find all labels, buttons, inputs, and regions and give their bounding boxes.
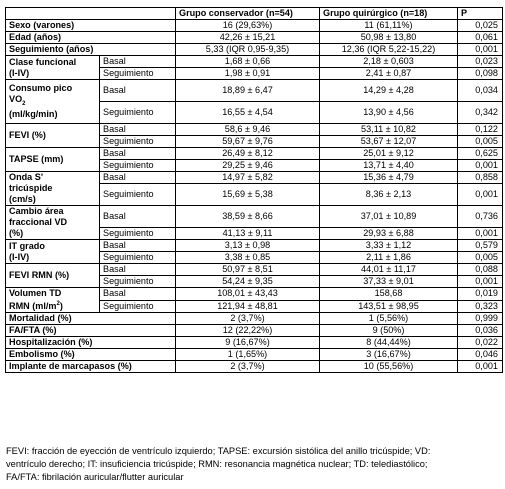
table-row xyxy=(6,44,503,56)
cell-surgical: 9 (50%) xyxy=(320,325,458,337)
phase-label: Seguimiento xyxy=(100,160,176,172)
cell-conservative: 2 (3,7%) xyxy=(176,313,320,325)
cell-conservative: 15,69 ± 5,38 xyxy=(176,184,320,206)
label-line: RMN (ml/m xyxy=(9,301,57,312)
table-row xyxy=(6,206,503,228)
table-row xyxy=(6,148,503,160)
cell-surgical: 25,01 ± 9,12 xyxy=(320,148,458,160)
row-label: Seguimiento (años) xyxy=(6,44,176,56)
table-row xyxy=(6,325,503,337)
label-line: Volumen TD xyxy=(9,288,62,298)
row-label-it-grado xyxy=(6,240,100,264)
cell-surgical: 2,11 ± 1,86 xyxy=(320,252,458,264)
cell-p: 0,999 xyxy=(458,313,503,325)
cell-conservative: 41,13 ± 9,11 xyxy=(176,228,320,240)
table-row xyxy=(6,288,503,301)
cell-surgical: 15,36 ± 4,79 xyxy=(320,172,458,184)
cell-p: 0,122 xyxy=(458,124,503,136)
cell-conservative: 50,97 ± 8,51 xyxy=(176,264,320,276)
phase-label: Basal xyxy=(100,206,176,228)
cell-surgical: 1 (5,56%) xyxy=(320,313,458,325)
cell-surgical: 8,36 ± 2,13 xyxy=(320,184,458,206)
cell-conservative: 18,89 ± 6,47 xyxy=(176,80,320,102)
label-line: (I-IV) xyxy=(9,67,30,78)
phase-label: Basal xyxy=(100,264,176,276)
cell-conservative: 29,25 ± 9,46 xyxy=(176,160,320,172)
header-surgical: Grupo quirúrgico (n=18) xyxy=(320,8,458,20)
cell-p: 0,046 xyxy=(458,349,503,361)
row-label: FA/FTA (%) xyxy=(6,325,176,337)
cell-conservative: 58,6 ± 9,46 xyxy=(176,124,320,136)
phase-label: Basal xyxy=(100,172,176,184)
phase-label: Basal xyxy=(100,288,176,301)
cell-surgical: 13,71 ± 4,40 xyxy=(320,160,458,172)
table-header-row xyxy=(6,8,503,20)
cell-p: 0,088 xyxy=(458,264,503,276)
cell-surgical: 11 (61,11%) xyxy=(320,20,458,32)
cell-p: 0,025 xyxy=(458,20,503,32)
cell-conservative: 38,59 ± 8,66 xyxy=(176,206,320,228)
cell-p: 0,061 xyxy=(458,32,503,44)
cell-p: 0,001 xyxy=(458,228,503,240)
cell-p: 0,005 xyxy=(458,136,503,148)
label-superscript: 2 xyxy=(56,301,60,307)
row-label: Implante de marcapasos (%) xyxy=(6,361,176,373)
phase-label: Seguimiento xyxy=(100,228,176,240)
cell-surgical: 2,41 ± 0,87 xyxy=(320,68,458,80)
label-line: Consumo pico xyxy=(9,82,73,93)
label-line: VO xyxy=(9,93,23,104)
cell-p: 0,736 xyxy=(458,206,503,228)
cell-conservative: 108,01 ± 43,43 xyxy=(176,288,320,301)
label-line: Clase funcional xyxy=(9,56,77,67)
label-line: Cambio área xyxy=(9,206,64,216)
label-line: fraccional VD xyxy=(9,217,68,227)
phase-label: Seguimiento xyxy=(100,252,176,264)
label-line: (I-IV) xyxy=(9,251,30,262)
cell-surgical: 3 (16,67%) xyxy=(320,349,458,361)
phase-label: Basal xyxy=(100,80,176,102)
phase-label: Basal xyxy=(100,56,176,68)
cell-conservative: 26,49 ± 8,12 xyxy=(176,148,320,160)
row-label: Embolismo (%) xyxy=(6,349,176,361)
phase-label: Seguimiento xyxy=(100,300,176,313)
cell-surgical: 8 (44,44%) xyxy=(320,337,458,349)
table-row xyxy=(6,337,503,349)
table-row xyxy=(6,80,503,102)
cell-surgical: 50,98 ± 13,80 xyxy=(320,32,458,44)
footnote-line: FEVI: fracción de eyección de ventrículo izquierdo; TAPSE: excursión sistólica del anillo tricúspide; VD: xyxy=(6,446,431,456)
row-label-clase-funcional xyxy=(6,56,100,80)
label-line: Onda S' xyxy=(9,172,43,182)
label-subscript: 2 xyxy=(22,100,26,107)
cell-p: 0,023 xyxy=(458,56,503,68)
cell-conservative: 16,55 ± 4,54 xyxy=(176,102,320,124)
row-label-volumen-td xyxy=(6,288,100,313)
label-line: tricúspide xyxy=(9,183,53,193)
table-row xyxy=(6,264,503,276)
phase-label: Basal xyxy=(100,148,176,160)
row-label-cambio-area xyxy=(6,206,100,240)
label-line: (cm/s) xyxy=(9,194,36,204)
cell-conservative: 5,33 (IQR 0,95-9,35) xyxy=(176,44,320,56)
table-row xyxy=(6,32,503,44)
phase-label: Basal xyxy=(100,240,176,252)
row-label-fevi-rmn: FEVI RMN (%) xyxy=(6,264,100,288)
row-label: Sexo (varones) xyxy=(6,20,176,32)
cell-surgical: 158,68 xyxy=(320,288,458,301)
cell-conservative: 14,97 ± 5,82 xyxy=(176,172,320,184)
cell-surgical: 29,93 ± 6,88 xyxy=(320,228,458,240)
phase-label: Basal xyxy=(100,124,176,136)
cell-p: 0,342 xyxy=(458,102,503,124)
cell-surgical: 14,29 ± 4,28 xyxy=(320,80,458,102)
row-label-tapse: TAPSE (mm) xyxy=(6,148,100,172)
cell-p: 0,579 xyxy=(458,240,503,252)
label-line: ) xyxy=(59,301,63,312)
cell-surgical: 53,11 ± 10,82 xyxy=(320,124,458,136)
phase-label: Seguimiento xyxy=(100,102,176,124)
cell-p: 0,001 xyxy=(458,44,503,56)
cell-conservative: 42,26 ± 15,21 xyxy=(176,32,320,44)
cell-p: 0,001 xyxy=(458,361,503,373)
label-line: (ml/kg/min) xyxy=(9,109,58,120)
phase-label: Seguimiento xyxy=(100,136,176,148)
cell-surgical: 143,51 ± 98,95 xyxy=(320,300,458,313)
table-row xyxy=(6,124,503,136)
cell-conservative: 3,38 ± 0,85 xyxy=(176,252,320,264)
cell-conservative: 1 (1,65%) xyxy=(176,349,320,361)
header-conservative: Grupo conservador (n=54) xyxy=(176,8,320,20)
footnote xyxy=(6,445,502,484)
cell-p: 0,001 xyxy=(458,160,503,172)
row-label-onda-s xyxy=(6,172,100,206)
cell-p: 0,005 xyxy=(458,252,503,264)
cell-conservative: 54,24 ± 9,35 xyxy=(176,276,320,288)
cell-surgical: 53,67 ± 12,07 xyxy=(320,136,458,148)
phase-label: Seguimiento xyxy=(100,184,176,206)
table-row xyxy=(6,361,503,373)
cell-conservative: 1,68 ± 0,66 xyxy=(176,56,320,68)
cell-p: 0,098 xyxy=(458,68,503,80)
cell-p: 0,625 xyxy=(458,148,503,160)
cell-surgical: 37,01 ± 10,89 xyxy=(320,206,458,228)
label-line: (%) xyxy=(9,228,24,238)
cell-conservative: 9 (16,67%) xyxy=(176,337,320,349)
results-table xyxy=(5,7,503,373)
cell-p: 0,323 xyxy=(458,300,503,313)
footnote-line: ventrículo derecho; IT: insuficiencia tricúspide; RMN: resonancia magnética nuclear; TD: telediastólico; xyxy=(6,459,428,469)
cell-conservative: 2 (3,7%) xyxy=(176,361,320,373)
row-label-vo2 xyxy=(6,80,100,124)
cell-conservative: 121,94 ± 48,81 xyxy=(176,300,320,313)
cell-p: 0,036 xyxy=(458,325,503,337)
cell-conservative: 12 (22,22%) xyxy=(176,325,320,337)
phase-label: Seguimiento xyxy=(100,276,176,288)
table-row xyxy=(6,313,503,325)
cell-conservative: 16 (29,63%) xyxy=(176,20,320,32)
cell-surgical: 2,18 ± 0,603 xyxy=(320,56,458,68)
cell-surgical: 12,36 (IQR 5,22-15,22) xyxy=(320,44,458,56)
row-label: Edad (años) xyxy=(6,32,176,44)
cell-p: 0,019 xyxy=(458,288,503,301)
row-label: Mortalidad (%) xyxy=(6,313,176,325)
cell-surgical: 44,01 ± 11,17 xyxy=(320,264,458,276)
footnote-line: FA/FTA: fibrilación auricular/flutter auricular xyxy=(6,472,184,482)
cell-surgical: 13,90 ± 4,56 xyxy=(320,102,458,124)
cell-p: 0,858 xyxy=(458,172,503,184)
label-line: IT grado xyxy=(9,240,45,251)
header-p: P xyxy=(458,8,503,20)
cell-conservative: 1,98 ± 0,91 xyxy=(176,68,320,80)
row-label: Hospitalización (%) xyxy=(6,337,176,349)
table-row xyxy=(6,56,503,68)
cell-conservative: 3,13 ± 0,98 xyxy=(176,240,320,252)
table-row xyxy=(6,349,503,361)
cell-conservative: 59,67 ± 9,76 xyxy=(176,136,320,148)
cell-surgical: 37,33 ± 9,01 xyxy=(320,276,458,288)
row-label-fevi: FEVI (%) xyxy=(6,124,100,148)
cell-surgical: 10 (55,56%) xyxy=(320,361,458,373)
table-row xyxy=(6,172,503,184)
cell-p: 0,001 xyxy=(458,276,503,288)
cell-p: 0,034 xyxy=(458,80,503,102)
table-row xyxy=(6,20,503,32)
cell-p: 0,001 xyxy=(458,184,503,206)
phase-label: Seguimiento xyxy=(100,68,176,80)
cell-surgical: 3,33 ± 1,12 xyxy=(320,240,458,252)
header-blank xyxy=(6,8,176,20)
cell-p: 0,022 xyxy=(458,337,503,349)
table-row xyxy=(6,240,503,252)
